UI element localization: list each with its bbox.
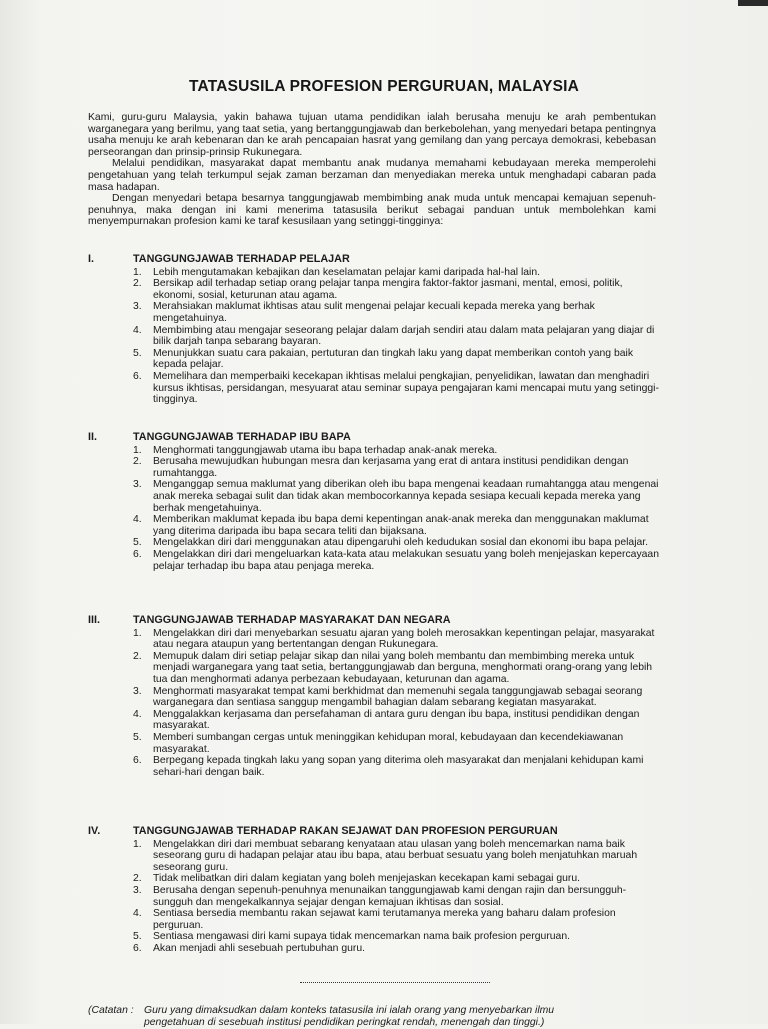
scan-corner-mark bbox=[738, 0, 768, 6]
list-item bbox=[133, 755, 663, 778]
list-item bbox=[133, 908, 663, 931]
item-text: Menggalakkan kerjasama dan persefahaman di antara guru dengan ibu bapa, institusi pendidikan dengan masyarakat. bbox=[153, 708, 640, 732]
section-pelajar bbox=[88, 254, 663, 406]
list-item bbox=[133, 873, 663, 885]
item-number: 5. bbox=[133, 347, 142, 359]
item-text: Mengelakkan diri dari mengeluarkan kata-kata atau melakukan sesuatu yang boleh menjejaskan kepercayaan pelajar terhadap ibu bapa atau penjaga mereka. bbox=[153, 548, 659, 572]
list-item bbox=[133, 348, 663, 371]
list-item bbox=[133, 301, 663, 324]
footnote-label: (Catatan : bbox=[88, 1005, 134, 1016]
item-number: 1. bbox=[133, 444, 142, 456]
list-item bbox=[133, 479, 663, 514]
item-number: 5. bbox=[133, 731, 142, 743]
item-text: Berusaha mewujudkan hubungan mesra dan kerjasama yang erat di antara institusi pendidikan dengan rumahtangga. bbox=[153, 456, 629, 479]
intro-paragraph: Dengan menyedari betapa besarnya tanggungjawab membimbing anak muda untuk mencapai kemajuan sepenuh-penuhnya, maka dengan ini kami menerima tatasusila berikut sebagai panduan untuk membolehkan kami menyempurnakan profesion kami ke taraf kesusilaan yang setinggi-tingginya: bbox=[88, 193, 656, 228]
item-number: 1. bbox=[133, 266, 142, 278]
item-number: 5. bbox=[133, 537, 142, 549]
item-number: 5. bbox=[133, 931, 142, 943]
list-item bbox=[133, 709, 663, 732]
item-text: Menghormati masyarakat tempat kami berkhidmat dan memenuhi segala tanggungjawab sebagai seorang warganegara dan sentiasa sanggup mengambil bahagian dalam sebarang kegiatan masyarakat. bbox=[153, 685, 643, 709]
item-number: 2. bbox=[133, 650, 142, 662]
item-text: Bersikap adil terhadap setiap orang pelajar tanpa mengira faktor-faktor jasmani, mental, emosi, politik, ekonomi, sosial, keturunan atau agama. bbox=[153, 278, 623, 301]
item-number: 1. bbox=[133, 627, 142, 639]
item-text: Memelihara dan memperbaiki kecekapan ikhtisas melalui pengkajian, penyelidikan, lawatan dan menghadiri kursus ikhtisas, persidangan, mesyuarat atau seminar supaya pengajaran kami mencapai mutu yang setinggi-tingginya. bbox=[153, 370, 659, 406]
item-number: 6. bbox=[133, 755, 142, 767]
list-item bbox=[133, 456, 663, 479]
item-number: 4. bbox=[133, 324, 142, 336]
list-item bbox=[133, 885, 663, 908]
list-item bbox=[133, 267, 663, 279]
item-number: 2. bbox=[133, 456, 142, 468]
item-text: Mengelakkan diri dari membuat sebarang kenyataan atau ulasan yang boleh mencemarkan nama baik seseorang guru di hadapan pelajar atau ibu bapa, atau berbuat sesuatu yang boleh menjatuhkan maruah seseorang guru. bbox=[153, 838, 638, 873]
section-title: TANGGUNGJAWAB TERHADAP MASYARAKAT DAN NEGARA bbox=[133, 614, 451, 626]
list-item bbox=[133, 943, 663, 955]
item-number: 3. bbox=[133, 685, 142, 697]
list-item bbox=[133, 514, 663, 537]
item-text: Berpegang kepada tingkah laku yang sopan yang diterima oleh masyarakat dan menjalani kehidupan kami sehari-hari dengan baik. bbox=[153, 755, 644, 778]
item-number: 4. bbox=[133, 514, 142, 526]
footnote bbox=[88, 1005, 678, 1029]
item-number: 2. bbox=[133, 873, 142, 885]
list-item bbox=[133, 371, 663, 406]
item-text: Merahsiakan maklumat ikhtisas atau sulit mengenai pelajar kecuali kepada mereka yang berhak mengetahuinya. bbox=[153, 301, 595, 324]
dotted-divider bbox=[300, 982, 490, 983]
section-number: IV. bbox=[88, 825, 101, 837]
intro-paragraph: Kami, guru-guru Malaysia, yakin bahawa tujuan utama pendidikan ialah berusaha menuju ke arah pembentukan warganegara yang berilmu, yang taat setia, yang bertanggungjawab dan berkebolehan, yang menyedari betapa pentingnya usaha menuju ke arah kebenaran dan ke arah pencapaian hasrat yang gemilang dan yang percaya demokrasi, kebebasan perseorangan dan prinsip-prinsip Rukunegara. bbox=[88, 112, 656, 158]
item-number: 6. bbox=[133, 942, 142, 954]
item-number: 4. bbox=[133, 708, 142, 720]
section-number: I. bbox=[88, 253, 94, 265]
item-number: 3. bbox=[133, 479, 142, 491]
list-item bbox=[133, 445, 663, 457]
item-number: 3. bbox=[133, 884, 142, 896]
page-title: TATASUSILA PROFESION PERGURUAN, MALAYSIA bbox=[188, 78, 580, 95]
footnote-text: Guru yang dimaksudkan dalam konteks tatasusila ini ialah orang yang menyebarkan ilmu bbox=[144, 1005, 555, 1016]
item-text: Memberikan maklumat kepada ibu bapa demi kepentingan anak-anak mereka dan menggunakan maklumat yang diterima daripada ibu bapa secara teliti dan bijaksana. bbox=[153, 514, 649, 537]
item-number: 1. bbox=[133, 838, 142, 850]
item-number: 6. bbox=[133, 548, 142, 560]
item-text: Lebih mengutamakan kebajikan dan keselamatan pelajar kami daripada hal-hal lain. bbox=[153, 266, 541, 278]
section-title: TANGGUNGJAWAB TERHADAP PELAJAR bbox=[133, 253, 350, 265]
item-number: 6. bbox=[133, 370, 142, 382]
list-item bbox=[133, 732, 663, 755]
item-text: Sentiasa mengawasi diri kami supaya tidak mencemarkan nama baik profesion perguruan. bbox=[153, 931, 571, 943]
list-item bbox=[133, 931, 663, 943]
section-title: TANGGUNGJAWAB TERHADAP RAKAN SEJAWAT DAN PROFESION PERGURUAN bbox=[133, 825, 558, 837]
list-item bbox=[133, 839, 663, 874]
section-number: II. bbox=[88, 431, 97, 443]
item-text: Membimbing atau mengajar seseorang pelajar dalam darjah sendiri atau dalam mata pelajaran yang diajar di bilik darjah tanpa sebarang bayaran. bbox=[153, 324, 655, 348]
item-text: Memberi sumbangan cergas untuk meninggikan kehidupan moral, kebudayaan dan kecendekiawanan masyarakat. bbox=[153, 731, 624, 755]
item-text: Memupuk dalam diri setiap pelajar sikap dan nilai yang boleh membantu dan membimbing mereka untuk menjadi warganegara yang taat setia, bertanggungjawab dan berguna, menghormati orang-orang yang lebih tua dan menghormati adanya perbezaan kebudayaan, keturunan dan agama. bbox=[153, 650, 653, 685]
item-text: Menunjukkan suatu cara pakaian, pertuturan dan tingkah laku yang dapat memberikan contoh yang baik kepada pelajar. bbox=[153, 347, 634, 371]
item-text: Tidak melibatkan diri dalam kegiatan yang boleh menjejaskan kecekapan kami sebagai guru. bbox=[153, 873, 581, 885]
section-rakan-sejawat bbox=[88, 826, 663, 955]
list-item bbox=[133, 628, 663, 651]
section-title: TANGGUNGJAWAB TERHADAP IBU BAPA bbox=[133, 431, 351, 443]
section-masyarakat-negara bbox=[88, 615, 663, 778]
list-item bbox=[133, 549, 663, 572]
footnote-text: pengetahuan di sesebuah institusi pendidikan peringkat rendah, menengah dan tinggi.) bbox=[144, 1017, 545, 1028]
item-text: Menganggap semua maklumat yang diberikan oleh ibu bapa mengenai keadaan rumahtangga atau mengenai anak mereka sebagai sulit dan tidak akan membocorkannya kepada sesiapa kecuali kepada mereka yang berhak mengetahuinya. bbox=[153, 479, 659, 514]
intro-paragraph: Melalui pendidikan, masyarakat dapat membantu anak mudanya memahami kebudayaan mereka memperolehi pengetahuan yang telah terkumpul sejak zaman berzaman dan menyediakan mereka untuk menghadapi cabaran pada masa hadapan. bbox=[88, 158, 656, 193]
list-item bbox=[133, 651, 663, 686]
item-text: Mengelakkan diri dari menyebarkan sesuatu ajaran yang boleh merosakkan kepentingan pelajar, masyarakat atau negara ataupun yang bertentangan dengan Rukunegara. bbox=[153, 627, 655, 651]
item-text: Sentiasa bersedia membantu rakan sejawat kami terutamanya mereka yang baharu dalam profesion perguruan. bbox=[153, 908, 616, 931]
list-item bbox=[133, 325, 663, 348]
item-text: Mengelakkan diri dari menggunakan atau dipengaruhi oleh kedudukan sosial dan ekonomi ibu bapa pelajar. bbox=[153, 537, 649, 549]
item-text: Akan menjadi ahli sesebuah pertubuhan guru. bbox=[153, 942, 366, 954]
list-item bbox=[133, 278, 663, 301]
list-item bbox=[133, 537, 663, 549]
item-text: Berusaha dengan sepenuh-penuhnya menunaikan tanggungjawab kami dengan rajin dan bersungguh-sungguh dan mengekalkannya sejajar dengan kemajuan ikhtisas dan sosial. bbox=[153, 884, 627, 908]
section-ibu-bapa bbox=[88, 432, 663, 572]
item-number: 2. bbox=[133, 278, 142, 290]
item-number: 4. bbox=[133, 908, 142, 920]
intro-block bbox=[88, 112, 656, 228]
item-text: Menghormati tanggungjawab utama ibu bapa terhadap anak-anak mereka. bbox=[153, 444, 498, 456]
list-item bbox=[133, 686, 663, 709]
section-number: III. bbox=[88, 614, 100, 626]
item-number: 3. bbox=[133, 301, 142, 313]
